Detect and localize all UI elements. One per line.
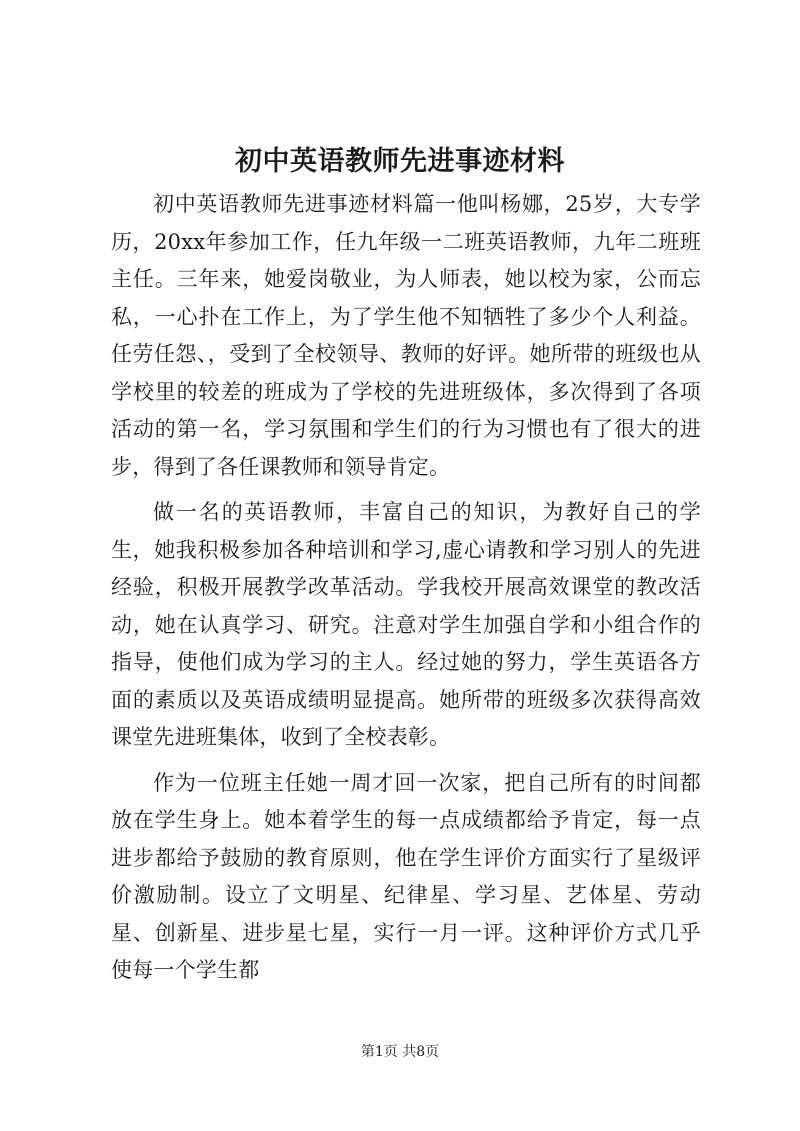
document-title: 初中英语教师先进事迹材料 — [235, 146, 565, 177]
paragraph-3: 作为一位班主任她一周才回一次家，把自己所有的时间都放在学生身上。她本着学生的每一点成绩都给予肯定，每一点进步都给予鼓励的教育原则，他在学生评价方面实行了星级评价激励制。设立了文明星、纪律星、学习星、艺体星、劳动星、创新星、进步星七星，实行一月一评。这种评价方式几乎使每一个学生都 — [111, 770, 701, 982]
paragraph-1: 初中英语教师先进事迹材料篇一他叫杨娜，25岁，大专学历，20xx年参加工作，任九年级一二班英语教师，九年二班班主任。三年来，她爱岗敬业，为人师表，她以校为家，公而忘私，一心扑在工作上，为了学生他不知牺牲了多少个人利益。任劳任怨、，受到了全校领导、教师的好评。她所带的班级也从学校里的较差的班成为了学校的先进班级体，多次得到了各项活动的第一名，学习氛围和学生们的行为习惯也有了很大的进步，得到了各任课教师和领导肯定。 — [111, 192, 701, 479]
page-footer — [0, 1042, 800, 1062]
document-body — [111, 186, 701, 998]
page-indicator: 第1页 共8页 — [360, 1044, 440, 1060]
paragraph-2: 做一名的英语教师，丰富自己的知识，为教好自己的学生，她我积极参加各种培训和学习,虚心请教和学习别人的先进经验，积极开展教学改革活动。学我校开展高效课堂的教改活动，她在认真学习、研究。注意对学生加强自学和小组合作的指导，使他们成为学习的主人。经过她的努力，学生英语各方面的素质以及英语成绩明显提高。她所带的班级多次获得高效课堂先进班集体，收到了全校表彰。 — [111, 500, 701, 749]
